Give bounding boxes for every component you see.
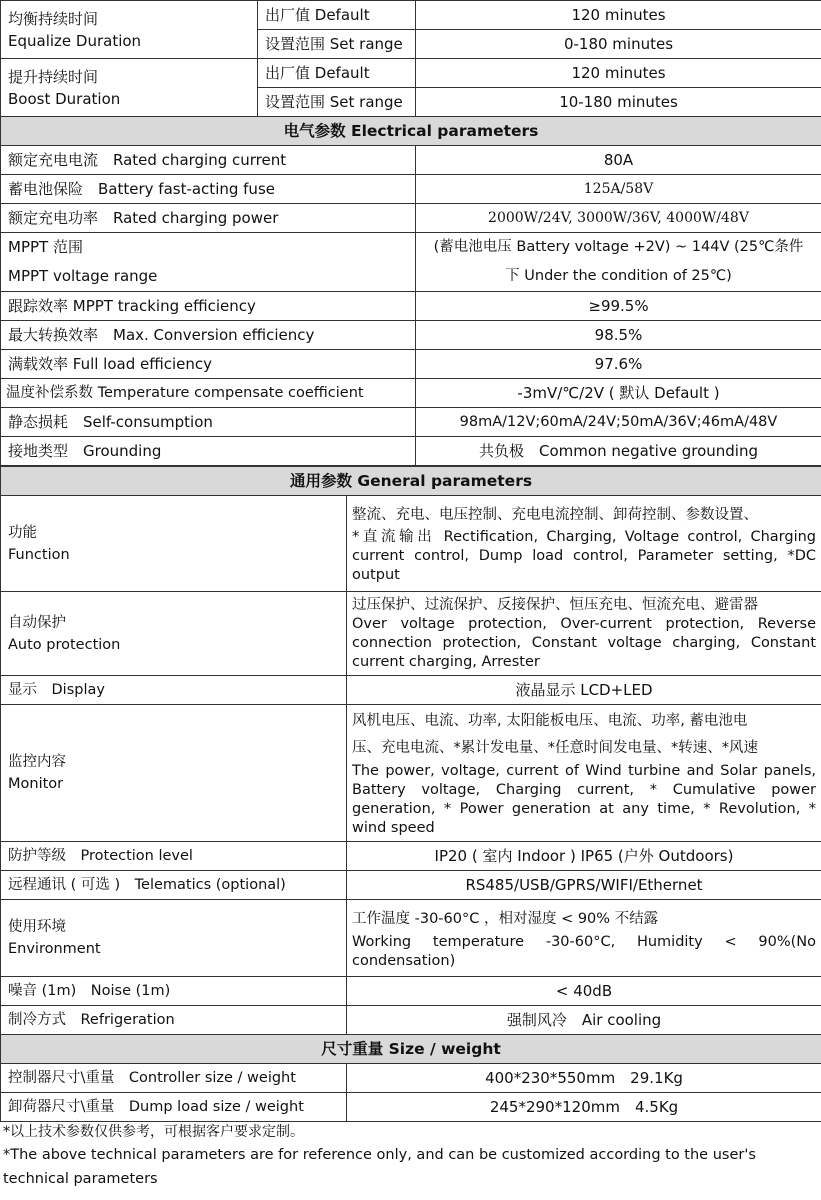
general-table xyxy=(0,466,821,1122)
dump-load-size-label: 卸荷器尺寸\重量 Dump load size / weight xyxy=(1,1093,347,1122)
table-row xyxy=(1,705,821,842)
auto-protection-label: 自动保护 Auto protection xyxy=(1,592,347,676)
spec-label: 额定充电电流 Rated charging current xyxy=(1,146,416,175)
table-row xyxy=(1,437,821,466)
equalize-label: 均衡持续时间 Equalize Duration xyxy=(1,1,258,59)
boost-label: 提升持续时间 Boost Duration xyxy=(1,59,258,117)
section-heading-row xyxy=(1,1035,821,1064)
telematics-value: RS485/USB/GPRS/WIFI/Ethernet xyxy=(347,871,821,900)
environment-value: 工作温度 -30-60°C ，相对湿度 < 90% 不结露 Working temperature -30-60°C, Humidity < 90%(No condensation) xyxy=(347,900,821,977)
table-row xyxy=(1,59,821,88)
table-row xyxy=(1,496,821,592)
spec-label: 静态损耗 Self-consumption xyxy=(1,408,416,437)
spec-label: 温度补偿系数 Temperature compensate coefficient xyxy=(1,379,416,408)
table-row xyxy=(1,676,821,705)
spec-label: 接地类型 Grounding xyxy=(1,437,416,466)
spec-table xyxy=(0,0,821,466)
controller-size-label: 控制器尺寸\重量 Controller size / weight xyxy=(1,1064,347,1093)
environment-label: 使用环境 Environment xyxy=(1,900,347,977)
table-row xyxy=(1,1006,821,1035)
table-row xyxy=(1,1064,821,1093)
table-row xyxy=(1,233,821,292)
table-row xyxy=(1,592,821,676)
spec-value: 98.5% xyxy=(416,321,821,350)
display-label: 显示 Display xyxy=(1,676,347,705)
set-range-label: 设置范围 Set range xyxy=(258,30,416,59)
spec-label: 额定充电功率 Rated charging power xyxy=(1,204,416,233)
table-row xyxy=(1,146,821,175)
table-row xyxy=(1,842,821,871)
equalize-default-value: 120 minutes xyxy=(416,1,821,30)
default-label: 出厂值 Default xyxy=(258,1,416,30)
section-heading-row xyxy=(1,117,821,146)
spec-label: 跟踪效率 MPPT tracking efficiency xyxy=(1,292,416,321)
table-row xyxy=(1,321,821,350)
table-row xyxy=(1,871,821,900)
display-value: 液晶显示 LCD+LED xyxy=(347,676,821,705)
function-label: 功能 Function xyxy=(1,496,347,592)
table-row xyxy=(1,1,821,30)
spec-label: 满载效率 Full load efficiency xyxy=(1,350,416,379)
monitor-label: 监控内容 Monitor xyxy=(1,705,347,842)
table-row xyxy=(1,900,821,977)
footnote-cn: *以上技术参数仅供参考，可根据客户要求定制。 xyxy=(3,1124,304,1140)
boost-range-value: 10-180 minutes xyxy=(416,88,821,117)
boost-default-value: 120 minutes xyxy=(416,59,821,88)
electrical-heading: 电气参数 Electrical parameters xyxy=(1,117,821,146)
spec-value: -3mV/℃/2V ( 默认 Default ) xyxy=(416,379,821,408)
table-row xyxy=(1,350,821,379)
size-weight-heading: 尺寸重量 Size / weight xyxy=(1,1035,821,1064)
spec-value: 80A xyxy=(416,146,821,175)
protection-level-label: 防护等级 Protection level xyxy=(1,842,347,871)
table-row xyxy=(1,1093,821,1122)
table-row xyxy=(1,379,821,408)
spec-value: 2000W/24V, 3000W/36V, 4000W/48V xyxy=(416,204,821,233)
table-row xyxy=(1,204,821,233)
spec-label: 最大转换效率 Max. Conversion efficiency xyxy=(1,321,416,350)
footnote-en: *The above technical parameters are for reference only, and can be customized according to the user's technical parameters xyxy=(3,1147,756,1187)
controller-size-value: 400*230*550mm 29.1Kg xyxy=(347,1064,821,1093)
cooling-value: 强制风冷 Air cooling xyxy=(347,1006,821,1035)
spec-value: 125A/58V xyxy=(416,175,821,204)
set-range-label: 设置范围 Set range xyxy=(258,88,416,117)
spec-value: ≥99.5% xyxy=(416,292,821,321)
monitor-value: 风机电压、电流、功率, 太阳能板电压、电流、功率, 蓄电池电 压、充电电流、*累计发电量、*任意时间发电量、*转速、*风速 The power, voltage, current of Wind turbine and Solar panels, Battery voltage, Charging current, * Cumulative power generation, * Power generation at any time, * Revolution, * wind speed xyxy=(347,705,821,842)
section-heading-row xyxy=(1,467,821,496)
telematics-label: 远程通讯 ( 可选 ) Telematics (optional) xyxy=(1,871,347,900)
spec-value: 98mA/12V;60mA/24V;50mA/36V;46mA/48V xyxy=(416,408,821,437)
spec-label: MPPT 范围 MPPT voltage range xyxy=(1,233,416,292)
spec-value: (蓄电池电压 Battery voltage +2V) ~ 144V (25℃条件 下 Under the condition of 25℃) xyxy=(416,233,821,292)
table-row xyxy=(1,175,821,204)
dump-load-size-value: 245*290*120mm 4.5Kg xyxy=(347,1093,821,1122)
noise-label: 噪音 (1m) Noise (1m) xyxy=(1,977,347,1006)
spec-value: 97.6% xyxy=(416,350,821,379)
cooling-label: 制冷方式 Refrigeration xyxy=(1,1006,347,1035)
auto-protection-value: 过压保护、过流保护、反接保护、恒压充电、恒流充电、避雷器 Over voltage protection, Over-current protection, Reverse connection protection, Constant voltage charging, Constant current charging, Arrester xyxy=(347,592,821,676)
spec-label: 蓄电池保险 Battery fast-acting fuse xyxy=(1,175,416,204)
spec-value: 共负极 Common negative grounding xyxy=(416,437,821,466)
general-heading: 通用参数 General parameters xyxy=(1,467,821,496)
function-value: 整流、充电、电压控制、充电电流控制、卸荷控制、参数设置、 *直流输出 Rectification, Charging, Voltage control, Charging current control, Dump load control, Parameter setting, *DC output xyxy=(347,496,821,592)
table-row xyxy=(1,408,821,437)
table-row xyxy=(1,292,821,321)
table-row xyxy=(1,977,821,1006)
noise-value: < 40dB xyxy=(347,977,821,1006)
equalize-range-value: 0-180 minutes xyxy=(416,30,821,59)
protection-level-value: IP20 ( 室内 Indoor ) IP65 (户外 Outdoors) xyxy=(347,842,821,871)
default-label: 出厂值 Default xyxy=(258,59,416,88)
